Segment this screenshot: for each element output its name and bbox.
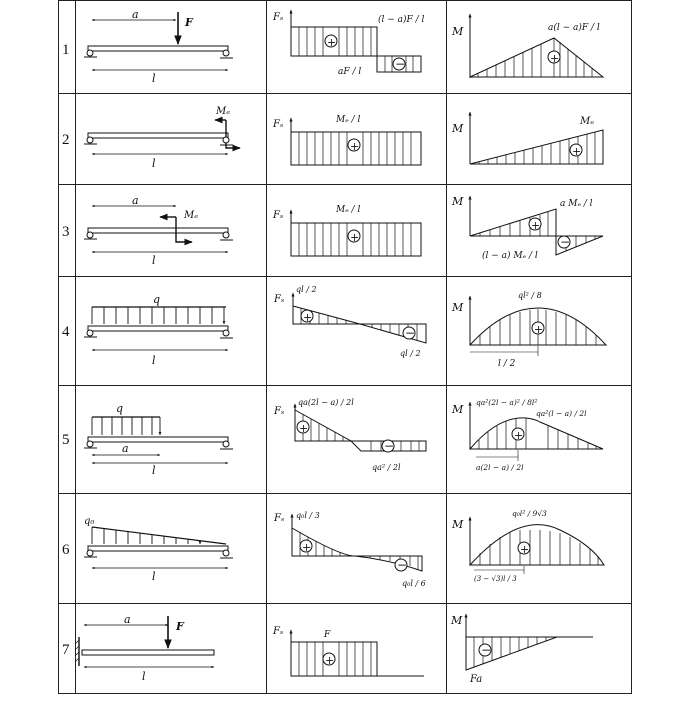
row-5-moment-sign: + bbox=[514, 429, 524, 442]
row-3-shear-axis: Fₛ bbox=[273, 210, 284, 221]
row-5-shear-neg-label: qa² / 2l bbox=[372, 463, 401, 472]
row-6-shear-pos-sign: + bbox=[302, 541, 312, 554]
row-7-load-F: F bbox=[176, 620, 184, 633]
row-5-moment-peak-label: qa²(2l − a)² / 8l² bbox=[476, 398, 538, 407]
row-1-moment-sign: + bbox=[550, 52, 560, 65]
row-5-beam bbox=[84, 417, 233, 463]
row-1-load-F: F bbox=[185, 16, 193, 29]
row-1-moment-peak-label: a(l − a)F / l bbox=[548, 23, 600, 33]
row-3-dim-l: l bbox=[152, 254, 156, 267]
row-6-shear-pos-label: q₀l / 3 bbox=[296, 511, 320, 520]
row-4-shear-pos-sign: + bbox=[303, 311, 313, 324]
row-4-moment-axis: M bbox=[452, 301, 464, 314]
row-6-shear-neg-sign: − bbox=[397, 558, 408, 572]
row-3-moment-neg-label: (l − a) Mₑ / l bbox=[482, 251, 538, 261]
row-7-shear bbox=[291, 630, 424, 676]
row-1-shear-axis: Fₛ bbox=[273, 12, 284, 23]
row-3-dim-a: a bbox=[132, 194, 139, 207]
row-1-shear-neg-sign: − bbox=[395, 57, 406, 71]
row-7-moment-sign: − bbox=[481, 643, 492, 657]
row-4-moment-sign: + bbox=[534, 323, 544, 336]
row-1-moment-axis: M bbox=[452, 25, 464, 38]
row-4-shear-pos-label: ql / 2 bbox=[296, 285, 317, 294]
row-4-load-q: q bbox=[153, 293, 161, 306]
row-6-moment-dim-label: (3 − √3)l / 3 bbox=[474, 575, 517, 583]
row-3-moment-neg-sign: − bbox=[560, 235, 571, 249]
row-3-shear-pos-sign: + bbox=[350, 231, 360, 244]
row-6-shear-neg-label: q₀l / 6 bbox=[402, 579, 426, 588]
row-4-beam bbox=[84, 307, 233, 350]
row-number-1: 1 bbox=[62, 42, 70, 58]
row-3-moment-axis: M bbox=[452, 195, 464, 208]
row-5-shear-axis: Fₛ bbox=[274, 406, 285, 417]
row-1-dim-l: l bbox=[152, 72, 156, 85]
row-2-shear-pos-sign: + bbox=[350, 140, 360, 153]
row-5-dim-a: a bbox=[122, 442, 129, 455]
row-7-dim-a: a bbox=[124, 613, 131, 626]
row-number-3: 3 bbox=[62, 224, 70, 240]
row-6-load-q0: q₀ bbox=[84, 516, 95, 527]
row-5-shear-pos-label: qa(2l − a) / 2l bbox=[298, 398, 354, 407]
row-5-shear-neg-sign: − bbox=[384, 439, 395, 453]
row-1-shear-neg-label: aF / l bbox=[338, 67, 362, 77]
row-2-shear-pos-label: Mₑ / l bbox=[336, 115, 361, 125]
row-2-moment-sign: + bbox=[572, 145, 582, 158]
row-7-moment-neg-label: Fa bbox=[470, 674, 483, 685]
row-3-moment-pos-label: a Mₑ / l bbox=[560, 199, 593, 209]
row-1-dim-a: a bbox=[132, 8, 139, 21]
row-number-6: 6 bbox=[62, 542, 70, 558]
row-7-moment-axis: M bbox=[451, 614, 463, 627]
row-number-2: 2 bbox=[62, 132, 70, 148]
row-3-beam bbox=[84, 206, 233, 252]
row-7-shear-pos-sign: + bbox=[325, 654, 335, 667]
row-1-beam bbox=[84, 12, 233, 70]
row-4-moment-peak-label: ql² / 8 bbox=[518, 291, 542, 300]
row-5-dim-l: l bbox=[152, 464, 156, 477]
row-2-beam bbox=[84, 120, 240, 154]
table-grid bbox=[58, 0, 632, 694]
row-3-load-Me: Mₑ bbox=[184, 210, 199, 221]
row-6-beam bbox=[84, 527, 233, 568]
row-5-load-q: q bbox=[116, 402, 124, 415]
row-1-shear-pos-sign: + bbox=[327, 36, 337, 49]
row-number-7: 7 bbox=[62, 642, 70, 658]
row-6-moment-axis: M bbox=[452, 518, 464, 531]
row-6-dim-l: l bbox=[152, 570, 156, 583]
row-5-moment-right-label: qa²(l − a) / 2l bbox=[536, 409, 587, 418]
row-1-shear-pos-label: (l − a)F / l bbox=[378, 15, 425, 25]
row-7-shear-pos-label: F bbox=[324, 630, 331, 640]
row-2-moment-axis: M bbox=[452, 122, 464, 135]
row-4-moment-dim-label: l / 2 bbox=[498, 359, 516, 369]
row-number-4: 4 bbox=[62, 324, 70, 340]
row-4-shear-neg-sign: − bbox=[405, 326, 416, 340]
row-6-moment-peak-label: q₀l² / 9√3 bbox=[512, 509, 547, 518]
row-7-moment bbox=[466, 614, 593, 670]
row-2-dim-l: l bbox=[152, 157, 156, 170]
row-3-shear-pos-label: Mₑ / l bbox=[336, 205, 361, 215]
row-7-beam bbox=[75, 616, 214, 667]
row-6-moment-sign: + bbox=[520, 543, 530, 556]
row-4-shear-neg-label: ql / 2 bbox=[400, 349, 421, 358]
row-7-shear-axis: Fₛ bbox=[273, 626, 284, 637]
row-2-moment-peak-label: Mₑ bbox=[580, 116, 595, 127]
row-4-dim-l: l bbox=[152, 354, 156, 367]
row-7-dim-l: l bbox=[142, 670, 146, 683]
row-5-moment-dim-label: a(2l − a) / 2l bbox=[476, 463, 524, 472]
row-2-load-Me: Mₑ bbox=[216, 106, 231, 117]
row-5-moment-axis: M bbox=[452, 403, 464, 416]
row-2-shear-axis: Fₛ bbox=[273, 119, 284, 130]
row-5-shear bbox=[295, 404, 426, 452]
row-5-shear-pos-sign: + bbox=[299, 422, 309, 435]
row-number-5: 5 bbox=[62, 432, 70, 448]
row-6-moment bbox=[470, 517, 604, 574]
row-6-shear-axis: Fₛ bbox=[274, 513, 285, 524]
row-3-moment-pos-sign: + bbox=[531, 219, 541, 232]
row-4-shear-axis: Fₛ bbox=[274, 294, 285, 305]
